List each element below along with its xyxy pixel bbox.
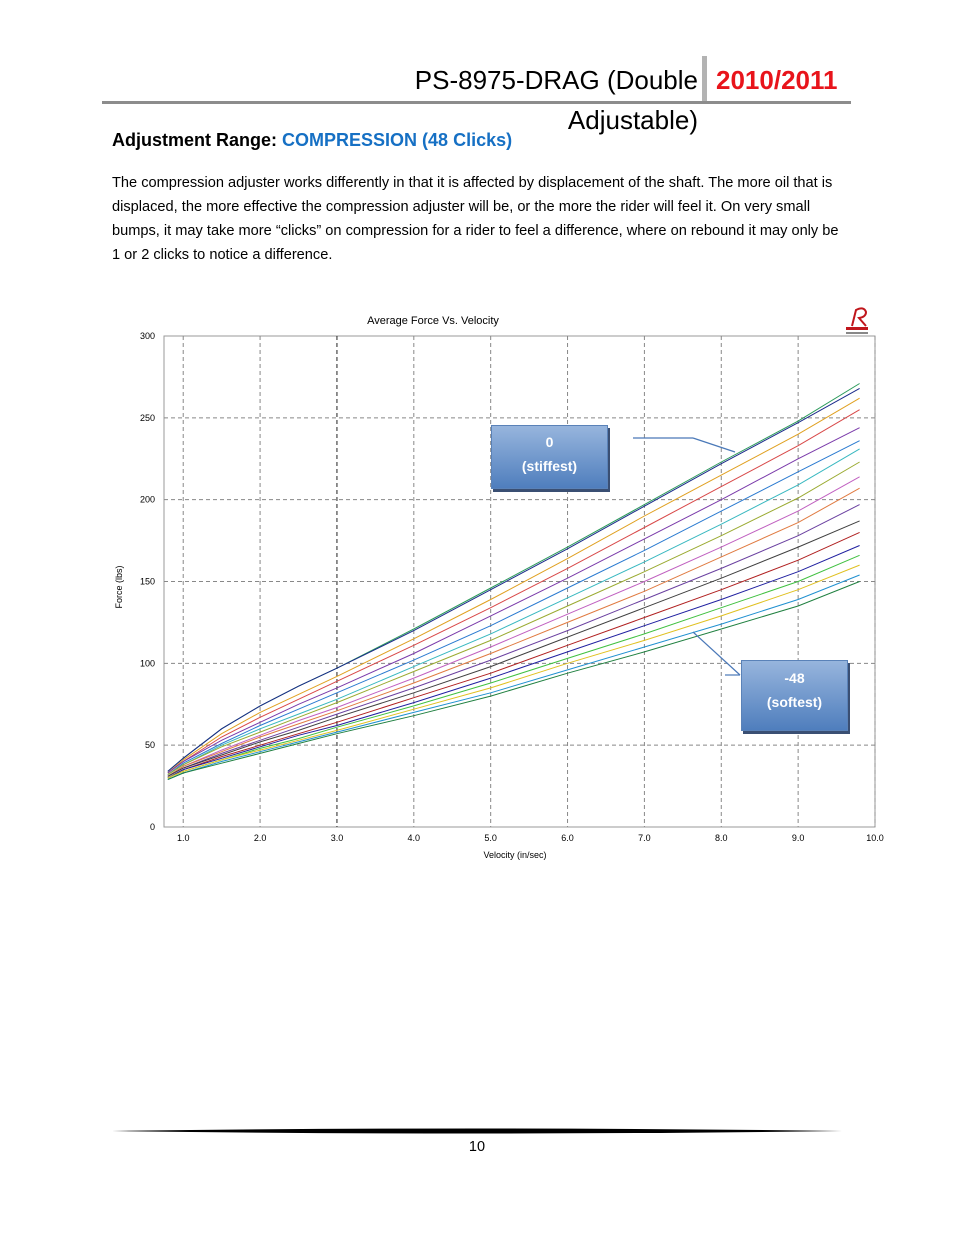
y-tick-label: 50 bbox=[144, 740, 155, 751]
x-tick-label: 8.0 bbox=[715, 833, 728, 843]
heading-accent: COMPRESSION (48 Clicks) bbox=[282, 130, 513, 150]
x-tick-label: 1.0 bbox=[176, 833, 190, 843]
x-tick-label: 4.0 bbox=[407, 833, 421, 843]
document-year: 2010/2011 bbox=[716, 65, 838, 95]
softest-callout bbox=[741, 660, 848, 731]
header-rule bbox=[102, 101, 851, 104]
y-axis-label: Force (lbs) bbox=[114, 565, 124, 609]
softest-value: -48 bbox=[784, 670, 805, 686]
document-title: PS-8975-DRAG (Double Adjustable) bbox=[414, 65, 698, 135]
section-heading bbox=[112, 127, 512, 153]
y-tick-label: 200 bbox=[139, 494, 155, 505]
heading-label: Adjustment Range: bbox=[112, 130, 278, 150]
header-divider bbox=[702, 56, 707, 102]
x-tick-label: 5.0 bbox=[484, 833, 497, 843]
x-tick-label: 10.0 bbox=[866, 833, 884, 843]
x-tick-label: 9.0 bbox=[791, 833, 805, 843]
chart-title: Average Force Vs. Velocity bbox=[367, 315, 499, 327]
x-tick-label: 3.0 bbox=[330, 833, 344, 843]
stiffest-value: 0 bbox=[545, 434, 554, 450]
x-tick-label: 7.0 bbox=[638, 833, 651, 843]
y-tick-label: 150 bbox=[139, 576, 155, 587]
softest-note: (softest) bbox=[766, 694, 823, 710]
y-tick-label: 250 bbox=[139, 412, 155, 423]
chart-svg bbox=[108, 300, 888, 870]
x-tick-label: 2.0 bbox=[253, 833, 267, 843]
footer-rule bbox=[112, 1127, 842, 1135]
page-number: 10 bbox=[468, 1139, 486, 1155]
y-tick-label: 0 bbox=[149, 822, 155, 832]
stiffest-callout bbox=[491, 425, 608, 489]
x-axis-label: Velocity (in/sec) bbox=[483, 850, 547, 860]
y-tick-label: 300 bbox=[139, 331, 155, 341]
rodeo-logo bbox=[846, 308, 868, 334]
x-tick-label: 6.0 bbox=[561, 833, 574, 843]
force-velocity-chart bbox=[108, 300, 888, 870]
body-paragraph: The compression adjuster works differently in that it is affected by displacement of the shaft. The more oil that is displaced, the more effective the compression adjuster will be, or the more the rider will feel it. On very small bumps, it may take more “clicks” on compression for a rider to feel a difference, where on rebound it may only be 1 or 2 clicks to notice a difference. bbox=[112, 175, 839, 263]
y-tick-label: 100 bbox=[139, 658, 155, 669]
stiffest-note: (stiffest) bbox=[521, 458, 578, 474]
